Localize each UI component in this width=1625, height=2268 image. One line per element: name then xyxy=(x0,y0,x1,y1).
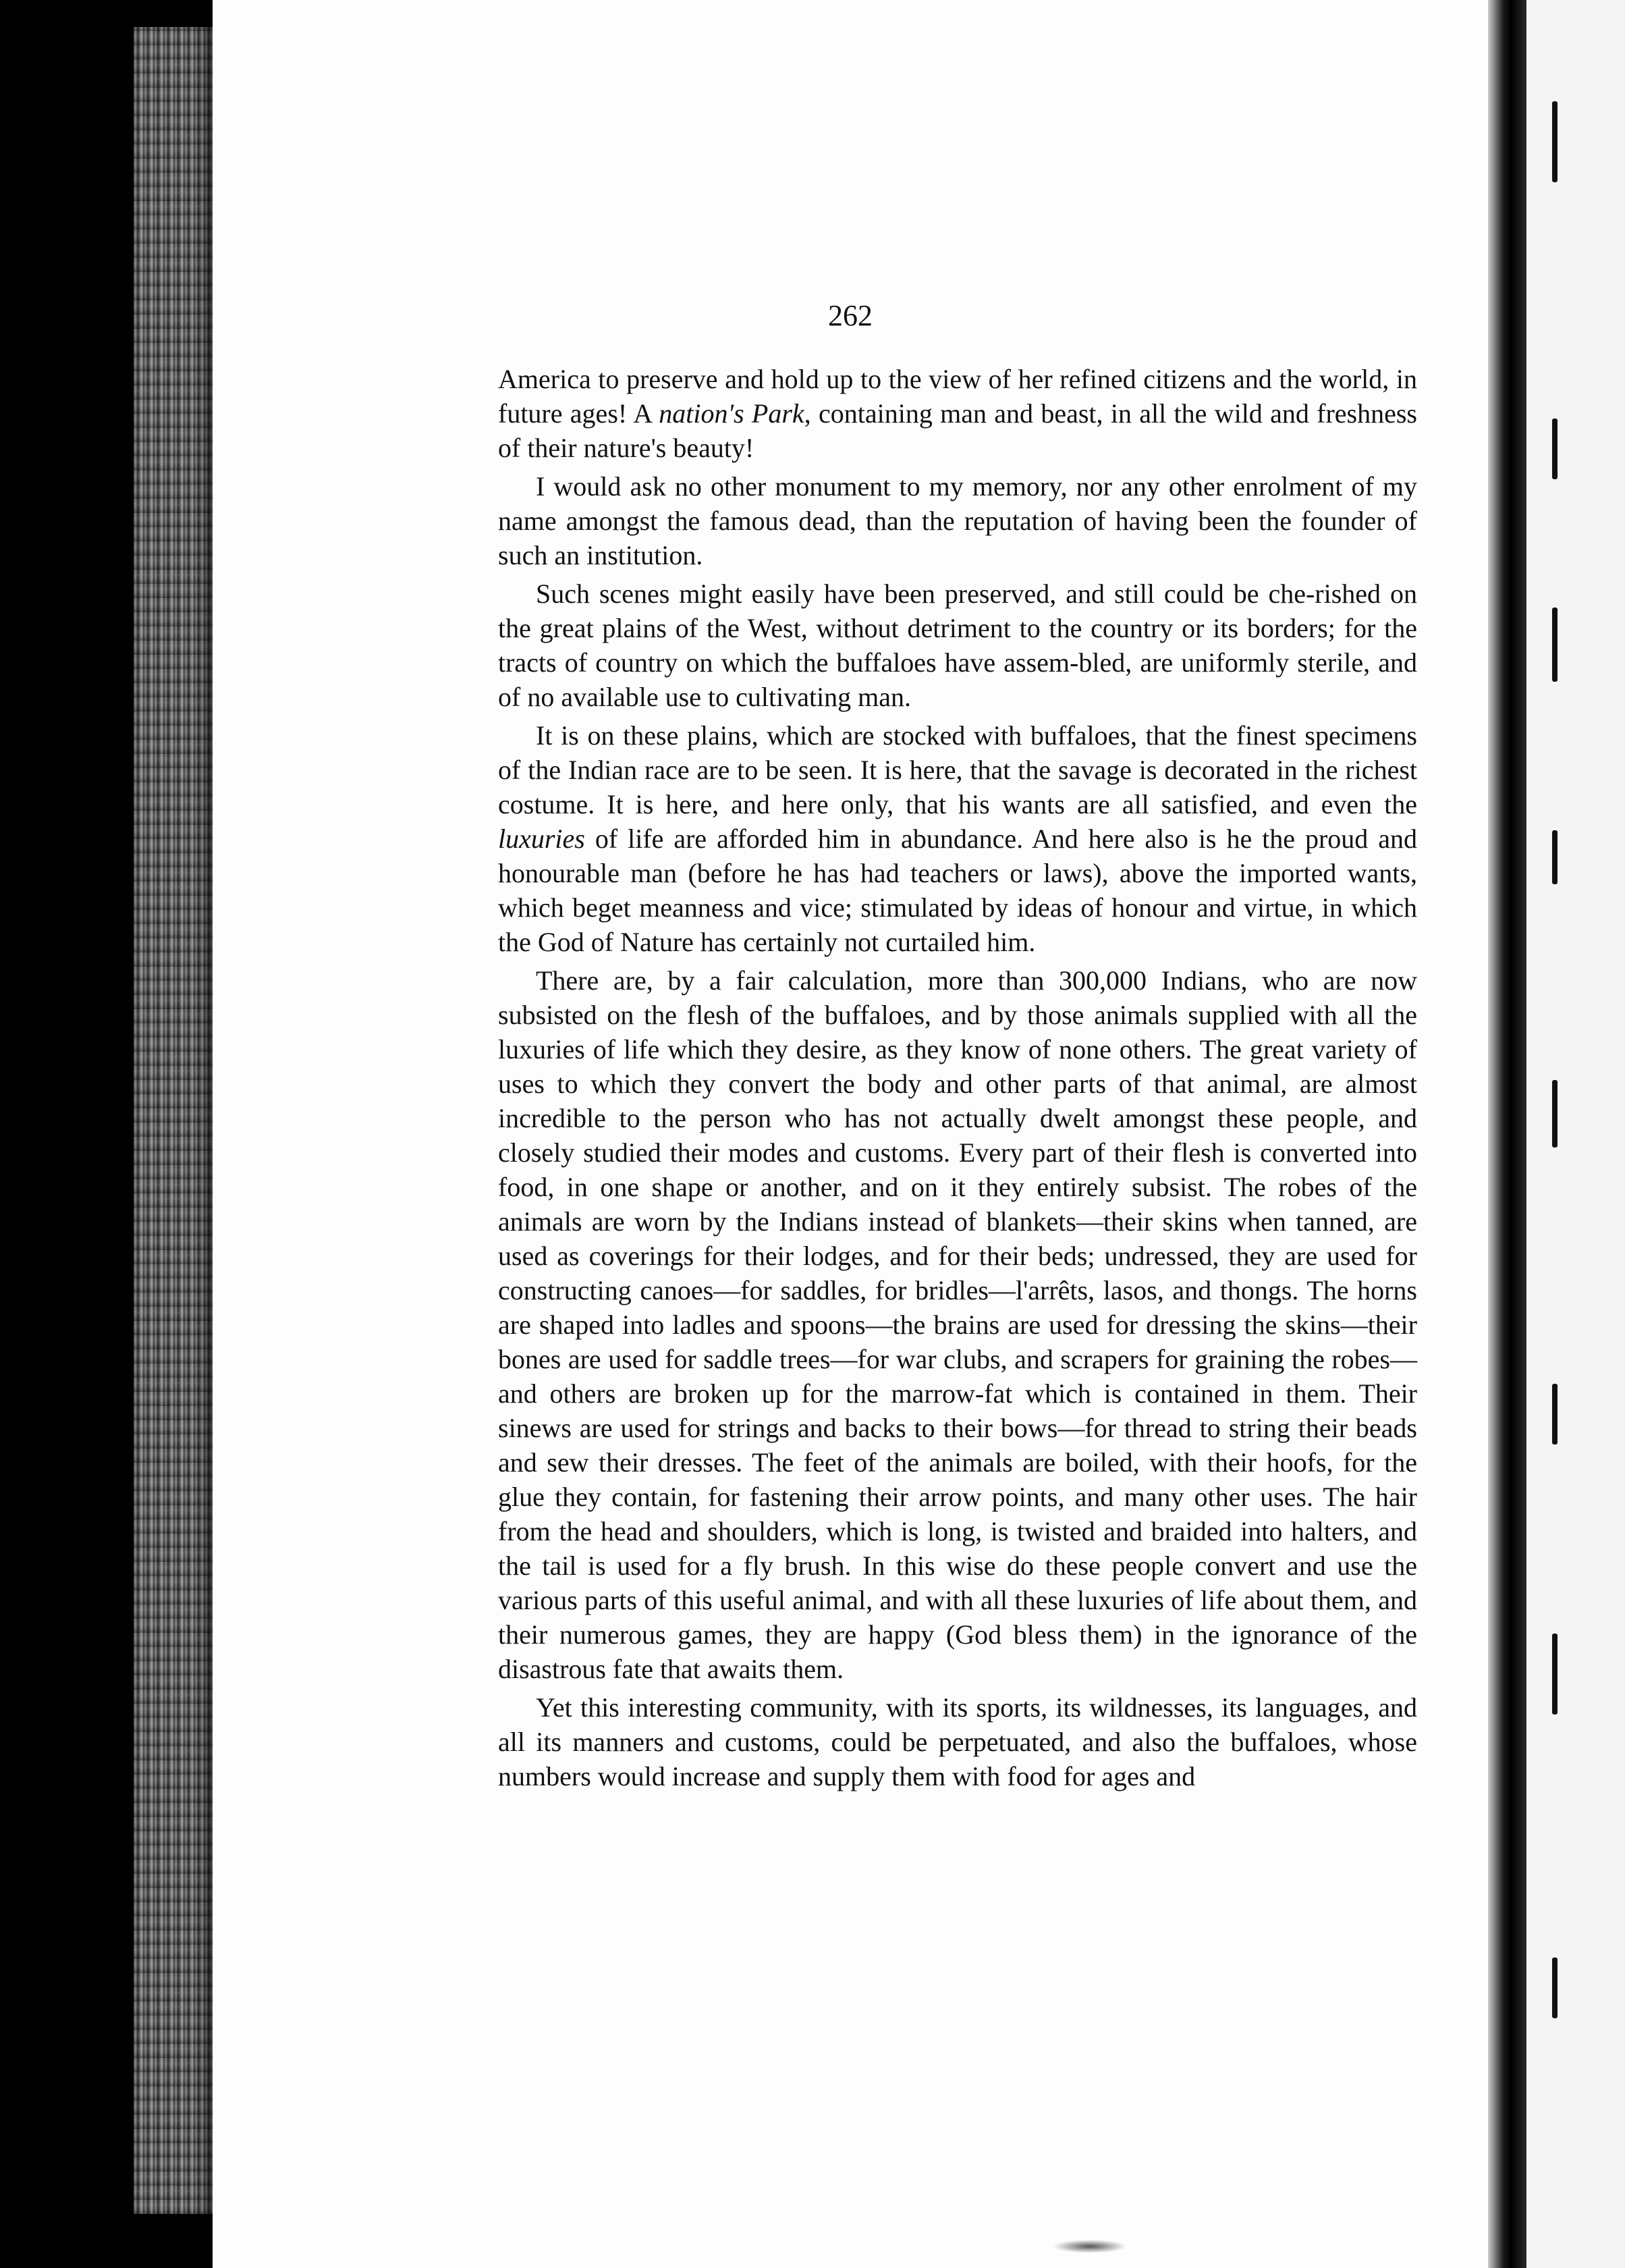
facing-page-mark xyxy=(1552,1080,1558,1148)
paragraph-text: America to preserve and hold up to the view of her refined citizens and the world, in future ages! A xyxy=(498,364,1417,429)
facing-page-mark xyxy=(1552,418,1558,479)
facing-page-mark xyxy=(1552,1634,1558,1714)
paragraph-text: Such scenes might easily have been preserved, and still could be che-rished on the great plains of the West, without detriment to the country or its borders; for the tracts of country on which the buffaloes have assem-bled, are uniformly sterile, and of no available use to cultivating man. xyxy=(498,578,1417,712)
facing-page-edge xyxy=(1526,0,1625,2268)
paragraph xyxy=(498,576,1417,714)
paragraph xyxy=(498,362,1417,465)
page-number: 262 xyxy=(828,299,873,332)
paragraph xyxy=(498,1690,1417,1793)
paragraph xyxy=(498,963,1417,1686)
body-text xyxy=(498,362,1417,1798)
paragraph-text: There are, by a fair calculation, more than 300,000 Indians, who are now subsisted on the flesh of the buffaloes, and by those animals supplied with all the luxuries of life which they desire, as they know of none others. The great variety of uses to which they convert the body and other parts of that animal, are almost incredible to the person who has not actually dwelt amongst these people, and closely studied their modes and customs. Every part of their flesh is converted into food, in one shape or another, and on it they entirely subsist. The robes of the animals are worn by the Indians instead of blankets—their skins when tanned, are used as coverings for their lodges, and for their beds; undressed, they are used for constructing canoes—for saddles, for bridles—l'arrêts, lasos, and thongs. The horns are shaped into ladles and spoons—the brains are used for dressing the skins—their bones are used for saddle trees—for war clubs, and scrapers for graining the robes—and others are broken up for the marrow-fat which is contained in them. Their sinews are used for strings and backs to their bows—for thread to string their beads and sew their dresses. The feet of the animals are boiled, with their hoofs, for the glue they contain, for fastening their arrow points, and many other uses. The hair from the head and shoulders, which is long, is twisted and braided into halters, and the tail is used for a fly brush. In this wise do these people convert and use the various parts of this useful animal, and with all these luxuries of life about them, and their numerous games, they are happy (God bless them) in the ignorance of the disastrous fate that awaits them. xyxy=(498,965,1417,1684)
paragraph-text: , containing man and beast, in all the wild and freshness of their nature's beauty! xyxy=(498,398,1417,463)
paragraph-text: Yet this interesting community, with its sports, its wildnesses, its languages, and all its manners and customs, could be perpetuated, and also the buffaloes, whose numbers would increase and supply them with food for ages and xyxy=(498,1692,1417,1791)
paragraph-text: I would ask no other monument to my memory, nor any other enrolment of my name amongst the famous dead, than the reputation of having been the founder of such an institution. xyxy=(498,471,1417,570)
paragraph-text: of life are afforded him in abundance. And here also is he the proud and honourable man (before he has had teachers or laws), above the imported wants, which beget meanness and vice; stimulated by ideas of honour and virtue, in which the God of Nature has certainly not curtailed him. xyxy=(498,824,1417,957)
paragraph xyxy=(498,469,1417,572)
paragraph xyxy=(498,718,1417,959)
page-edges xyxy=(134,27,225,2214)
italic-text: nation's Park xyxy=(659,398,804,429)
italic-text: luxuries xyxy=(498,824,585,854)
facing-page-mark xyxy=(1552,1958,1558,2018)
gutter-shadow xyxy=(1488,0,1526,2268)
facing-page-mark xyxy=(1552,830,1558,884)
facing-page-mark xyxy=(1552,608,1558,682)
paragraph-text: It is on these plains, which are stocked with buffaloes, that the finest specimens of the Indian race are to be seen. It is here, that the savage is decorated in the richest costume. It is here, and here only, that his wants are all satisfied, and even the xyxy=(498,720,1417,819)
scan-smudge xyxy=(1053,2240,1127,2253)
facing-page-mark xyxy=(1552,1384,1558,1444)
facing-page-mark xyxy=(1552,101,1558,182)
